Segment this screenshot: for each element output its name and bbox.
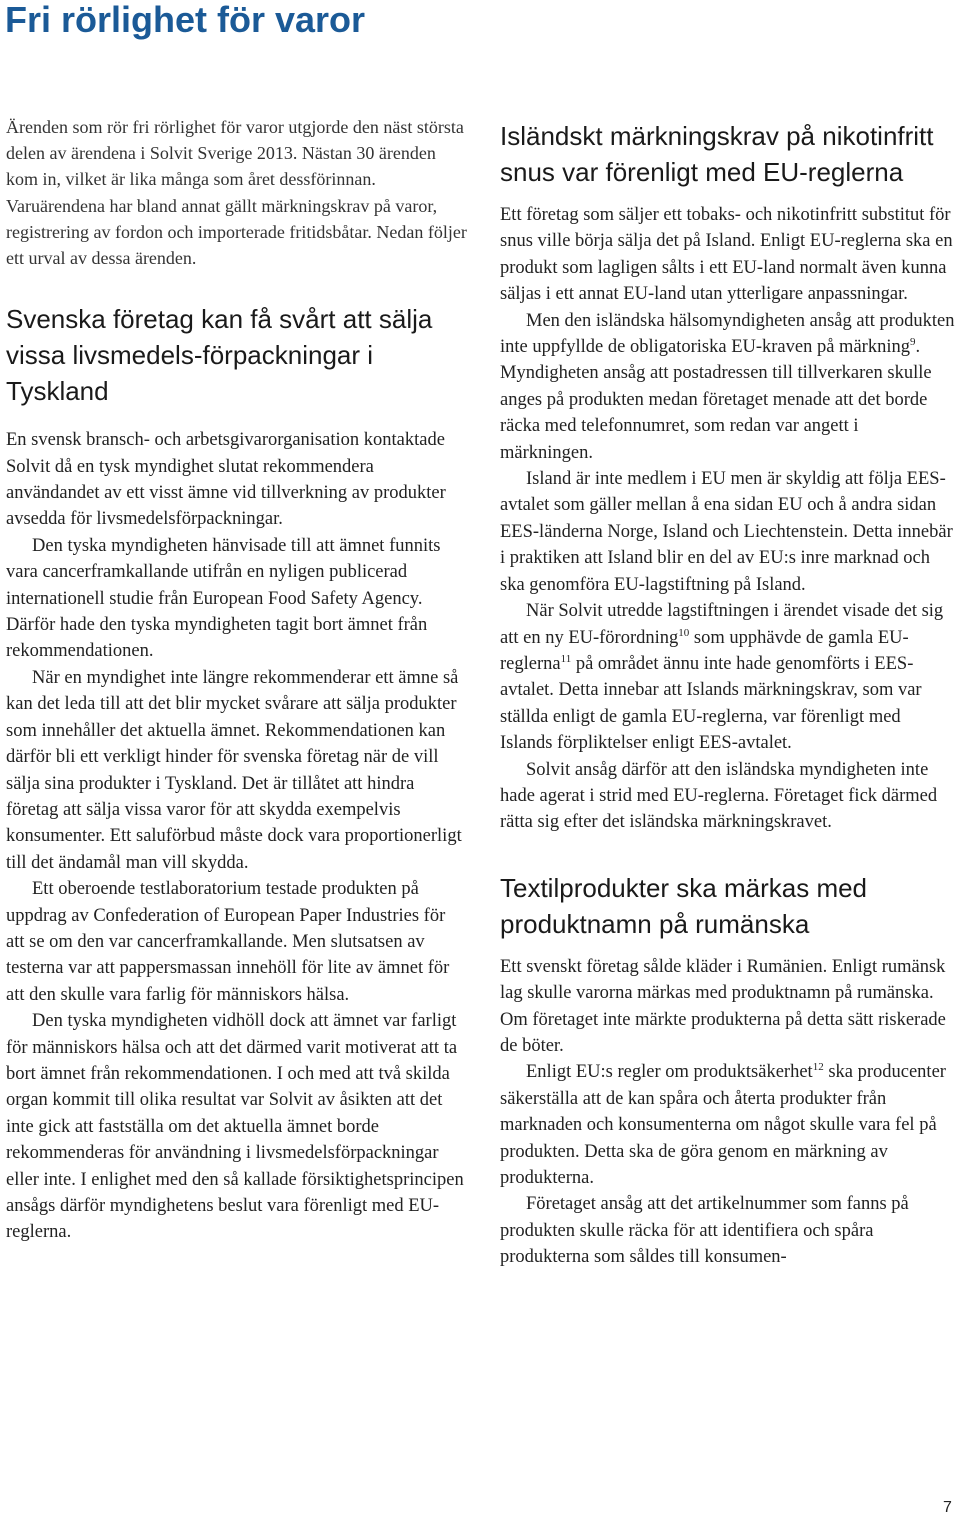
section-heading-iceland: Isländskt märkningskrav på nikotinfritt snus var förenligt med EU-reglerna xyxy=(500,121,934,187)
paragraph: Den tyska myndigheten vidhöll dock att ämnet var farligt för människors hälsa och att det därmed varit motiverat att ta bort ämnet från rekommendationen. I och med att två skilda organ kommit till olika resultat var Solvit av åsikten att det inte gick att fastställa om det aktuella ämnet borde rekommenderas för användning i livsmedelsförpackningar eller inte. I enlighet med den så kallade försiktighetsprincipen ansågs därför myndighetens beslut vara förenligt med EU-reglerna. xyxy=(6,1011,464,1243)
footnote-marker: 12 xyxy=(812,1061,824,1074)
paragraph xyxy=(500,598,956,756)
paragraph: När en myndighet inte längre rekommenderar ett ämne så kan det leda till att det blir mycket svårare att sälja produkter som innehåller det aktuella ämnet. Rekommendationen kan därför bli ett verkligt hinder för svenska företag när de vill sälja sina produkter i Tyskland. Det är tillåtet att hindra företag att sälja vissa varor för att skydda exempelvis konsumenter. Ett saluförbud måste dock vara proportionerligt till det ändamål man vill skydda. xyxy=(6,667,462,873)
page-title: Fri rörlighet för varor xyxy=(5,0,366,40)
paragraph: Ett svenskt företag sålde kläder i Rumänien. Enligt rumänsk lag skulle varorna märkas med produktnamn på rumänska. Om företaget inte märkte produkterna på detta sätt riskerade de böter. xyxy=(500,956,946,1056)
text-run: ska producenter säkerställa att de kan spåra och återta produkter från marknaden och konsumenterna om något skulle vara fel på produkten. Detta ska de göra genom en märkning av produkterna. xyxy=(500,1062,946,1188)
page-number: 7 xyxy=(943,1499,952,1516)
paragraph: Ett oberoende testlaboratorium testade produkten på uppdrag av Confederation of European Paper Industries för att se om den var cancerframkallande. Men slutsatsen av testerna var att pappersmassan innehöll för lite av ämnet för att den skulle vara farlig för människors hälsa. xyxy=(6,879,450,1005)
text-run: som upphävde de gamla EU-reglerna xyxy=(500,627,909,674)
text-run: Enligt EU:s regler om produktsäkerhet xyxy=(526,1062,813,1083)
intro-paragraph: Ärenden som rör fri rörlighet för varor utgjorde den näst största delen av ärendena i Solvit Sverige 2013. Nästan 30 ärenden kom in, vilket är lika många som året dessförinnan. Varuärendena har bland annat gällt märkningskrav på varor, registrering av fordon och importerade fritidsbåtar. Nedan följer ett urval av dessa ärenden. xyxy=(6,117,467,269)
paragraph: En svensk bransch- och arbetsgivarorganisation kontaktade Solvit då en tysk myndighet slutat rekommendera användandet av ett visst ämne vid tillverkning av produkter avsedda för livsmedelsförpackningar. xyxy=(6,430,446,530)
text-run: Men den isländska hälsomyndigheten ansåg att produkten inte uppfyllde de obligatoriska EU-kraven på märkning xyxy=(500,310,955,358)
paragraph: Den tyska myndigheten hänvisade till att ämnet funnits vara cancerframkallande utifrån en nyligen publicerad internationell studie från European Food Safety Agency. Därför hade den tyska myndigheten tagit bort ämnet från rekommendationen. xyxy=(6,535,441,662)
paragraph: Företaget ansåg att det artikelnummer som fanns på produkten skulle räcka för att identifiera och spåra produkterna som såldes till konsumen- xyxy=(500,1194,909,1268)
footnote-marker: 9 xyxy=(909,335,916,348)
text-run: på området ännu inte hade genomförts i EES-avtalet. Detta innebar att Islands märkningskrav, som var ställda enligt de gamla EU-reglerna, var förenligt med Islands förpliktelser enligt EES-avtalet. xyxy=(500,653,922,754)
paragraph xyxy=(500,308,956,466)
paragraph xyxy=(500,1059,956,1191)
right-column xyxy=(500,118,956,1271)
section-heading-textile: Textilprodukter ska märkas med produktnamn på rumänska xyxy=(500,872,868,939)
paragraph: Island är inte medlem i EU men är skyldig att följa EES-avtalet som gäller mellan å ena sidan EU och å andra sidan EES-länderna Norge, Island och Liechtenstein. Detta innebär i praktiken att Island blir en del av EU:s inre marknad och ska genomföra EU-lagstiftning på Island. xyxy=(500,469,953,595)
text-run: . Myndigheten ansåg att postadressen till tillverkaren skulle anges på produkten medan företaget menade att det borde räcka med telefonnumret, som redan var angett i märkningen. xyxy=(500,337,932,463)
text-run: När Solvit utredde lagstiftningen i ärendet visade det sig att en ny EU-förordning xyxy=(500,601,944,648)
footnote-marker: 10 xyxy=(678,626,690,639)
paragraph: Ett företag som säljer ett tobaks- och nikotinfritt substitut för snus ville börja sälja det på Island. Enligt EU-reglerna ska en produkt som lagligen sålts i ett EU-land normalt även kunna säljas i ett annat EU-land utan ytterligare anpassningar. xyxy=(500,205,953,305)
left-column xyxy=(6,114,468,1246)
paragraph: Solvit ansåg därför att den isländska myndigheten inte hade agerat i strid med EU-reglerna. Företaget fick därmed rätta sig efter det isländska märkningskravet. xyxy=(500,759,938,833)
footnote-marker: 11 xyxy=(560,652,572,665)
section-heading-sweden: Svenska företag kan få svårt att sälja vissa livsmedels-förpackningar i Tyskland xyxy=(6,304,433,407)
